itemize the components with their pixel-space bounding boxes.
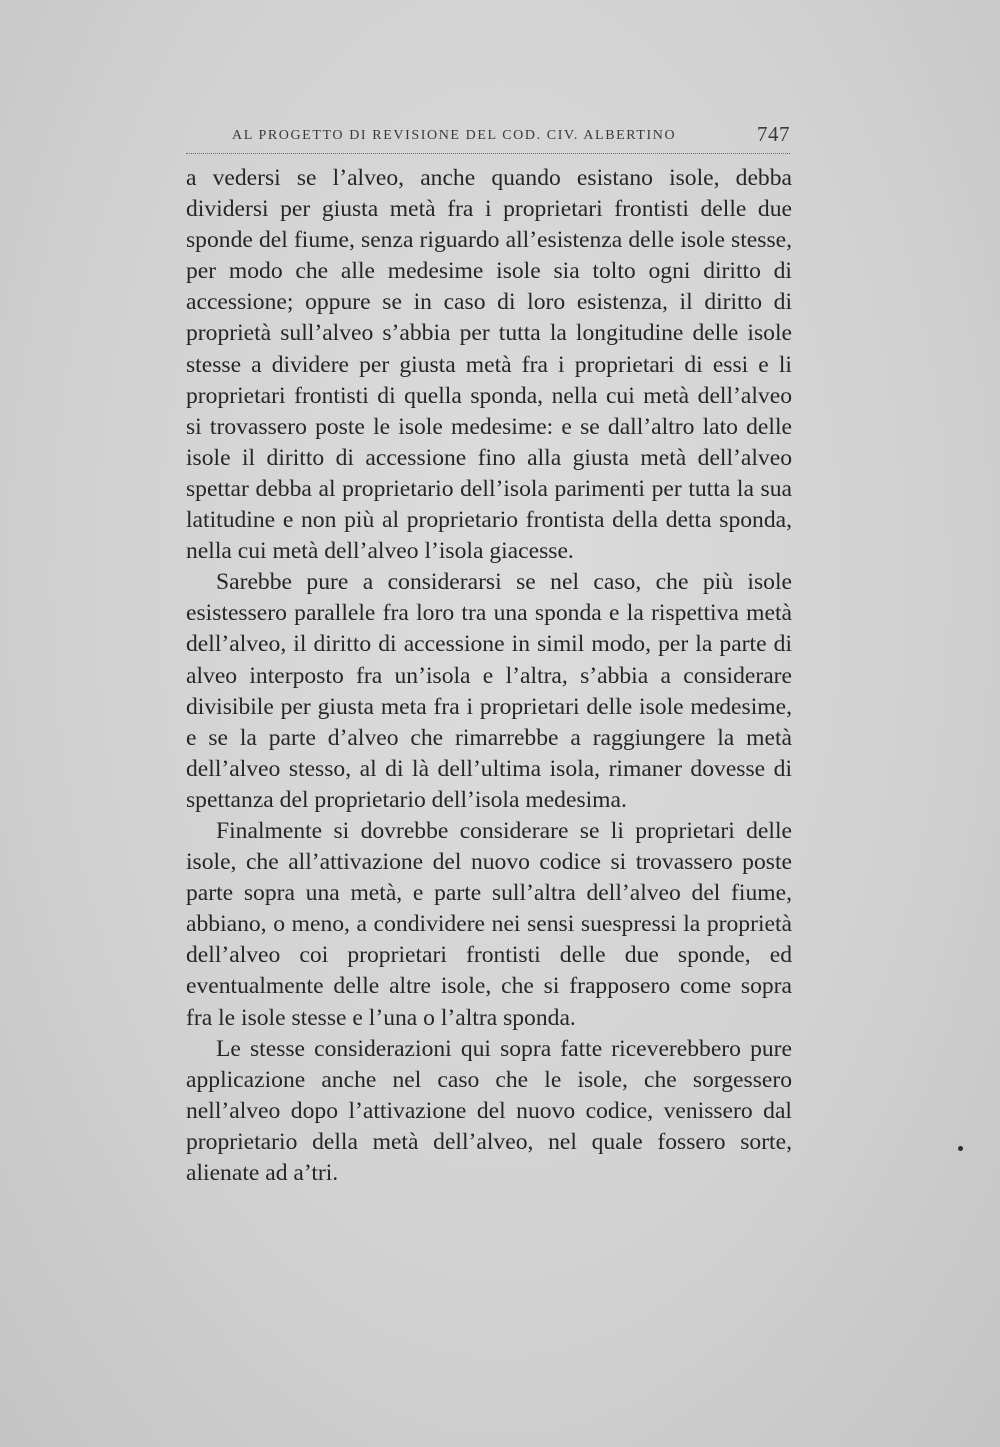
paper-speck [958,1146,963,1151]
running-title: AL PROGETTO DI REVISIONE DEL COD. CIV. ALBERTINO [232,128,677,143]
body-text [186,163,792,1189]
paragraph-continuation: a vedersi se l’alveo, anche quando esistano isole, debba dividersi per giusta metà fra i proprietari frontisti delle due sponde del fiume, senza riguardo all’esistenza delle isole stesse, per modo che alle medesime isole sia tolto ogni diritto di accessione; oppure se in caso di loro esistenza, il diritto di proprietà sull’alveo s’abbia per tutta la longitudine delle isole stesse a dividere per giusta metà fra i proprietari di essi e li proprietari frontisti di quella sponda, nella cui metà dell’alveo si trovassero poste le isole medesime: e se dall’altro lato delle isole il diritto di accessione fino alla giusta metà dell’alveo spettar debba al proprietario dell’isola parimenti per tutta la sua latitudine e non più al proprietario frontista della detta sponda, nella cui metà dell’alveo l’isola giacesse. [186,165,792,565]
paragraph: Sarebbe pure a considerarsi se nel caso, che più isole esistessero parallele fra loro tra una sponda e la rispettiva metà dell’alveo, il diritto di accessione in simil modo, per la parte di alveo interposto fra un’isola e l’altra, s’abbia a considerare divisibile per giusta meta fra i proprietari delle isole medesime, e se la parte d’alveo che rimarrebbe a raggiungere la metà dell’alveo stesso, al di là dell’ultima isola, rimaner dovesse di spettanza del proprietario dell’isola medesima. [186,569,792,813]
running-head [186,124,792,154]
paragraph: Finalmente si dovrebbe considerare se li proprietari delle isole, che all’attivazione del nuovo codice si trovassero poste parte sopra una metà, e parte sull’altra dell’alveo del fiume, abbiano, o meno, a condividere nei sensi suespressi la proprietà dell’alveo coi proprietari frontisti delle due sponde, ed eventualmente delle altre isole, che si frapposero come sopra fra le isole stesse e l’una o l’altra sponda. [186,817,792,1031]
header-rule [186,153,790,154]
page-number: 747 [757,122,790,146]
paragraph: Le stesse considerazioni qui sopra fatte riceverebbero pure applicazione anche nel caso che le isole, che sorgessero nell’alveo dopo l’attivazione del nuovo codice, venissero dal proprietario della metà dell’alveo, nel quale fossero sorte, alienate ad a’tri. [186,1035,792,1186]
